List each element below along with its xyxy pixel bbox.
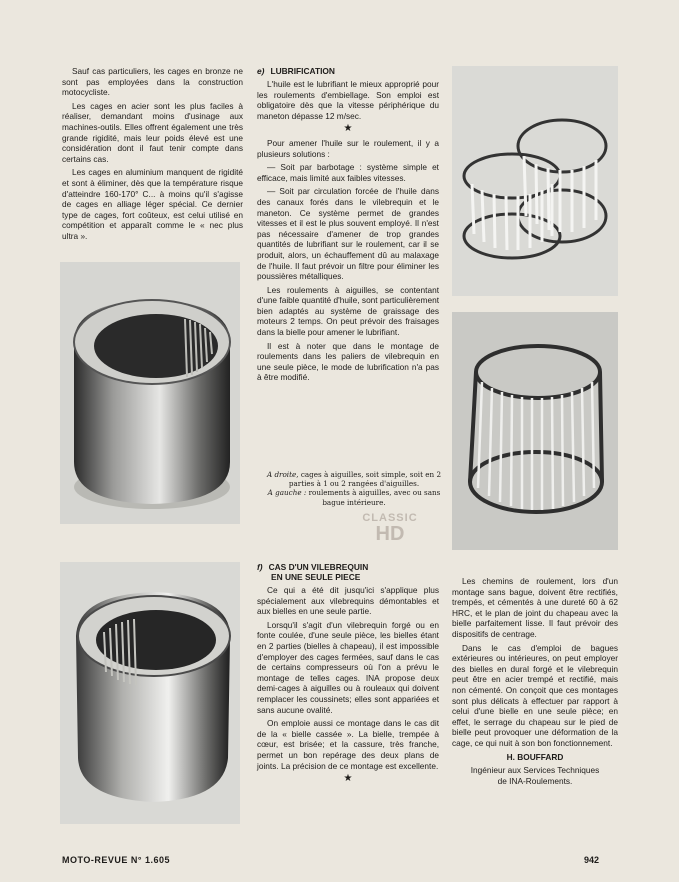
paragraph: Pour amener l'huile sur le roulement, il y a plusieurs solutions : [257,137,439,159]
star-separator: ★ [343,123,353,135]
paragraph: L'huile est le lubrifiant le mieux approprié pour les roulements d'embiellage. Son emploi est obligatoire dès que la vitesse périphérique du maneton dépasse 12 m/sec. [257,79,439,121]
photo-needle-bearing-ring [60,562,240,824]
left-column-text [62,66,243,245]
author-title-line1: Ingénieur aux Services Techniques [470,765,600,776]
page-number: 942 [584,855,600,865]
caption-left-text: roulements à aiguilles, avec ou sans bague intérieure. [308,488,441,507]
paragraph: Ce qui a été dit jusqu'ici s'applique plus spécialement aux vilebrequins démontables et aux bielles en une seule partie. [257,585,439,617]
photo-needle-bearing-outer [60,262,240,524]
caption-right-label: A droite, [266,470,299,479]
paragraph: Les cages en acier sont les plus faciles à réaliser, demandant moins d'usinage aux machines-outils. Elles offrent également une très grande rigidité, mais leur poids élevé est une considération dont il faut tenir compte dans certains cas. [62,100,243,164]
section-e-title: LUBRIFICATION [270,66,335,76]
watermark-line2: HD [375,523,405,545]
paragraph: — Soit par barbotage : système simple et efficace, mais limité aux faibles vitesses. [257,162,439,183]
watermark-logo [355,512,425,544]
right-column-text [452,576,618,789]
section-f-heading [257,562,439,582]
magazine-footer: MOTO-REVUE N° 1.605 [62,855,170,865]
author-title-line2: de INA-Roulements. [497,775,573,786]
paragraph: Il est à noter que dans le montage de roulements dans les paliers de vilebrequin en une seule pièce, le mode de lubrification n'a pas à être modifié. [257,340,439,383]
section-f-vilebrequin [257,562,439,785]
watermark-line1: CLASSIC [362,512,418,524]
section-e-heading [257,66,439,76]
section-e-letter: e) [257,66,265,76]
photo-caption [264,470,444,507]
paragraph: — Soit par circulation forcée de l'huile dans des canaux forés dans le vilebrequin et le maneton. Ce système permet de grandes vitesses et il est le plus souvent employé. Il n'est pas nécessaire d'amener de trop grandes quantités de lubrifiant sur le roulement, car il se produit, alors, un échauffement dû au malaxage de l'huile. Il faut prévoir un filtre pour éliminer les poussières métalliques. [257,186,439,282]
star-separator: ★ [343,773,353,785]
caption-right-text: cages à aiguilles, soit simple, soit en 2 parties à 1 ou 2 rangées d'aiguilles. [288,470,442,489]
caption-left [264,488,444,506]
paragraph: Sauf cas particuliers, les cages en bronze ne sont pas employées dans la construction motocycliste. [62,66,243,98]
section-e-lubrification [257,66,439,386]
caption-right [264,470,444,488]
paragraph: Les chemins de roulement, lors d'un montage sans bague, doivent être rectifiés, trempés, et cémentés à une dureté 60 à 62 HRC, et le plan de joint du chapeau avec la bielle parfaitement lisse. Il faut prévoir des dispositifs de centrage. [452,576,618,639]
author-name: H. BOUFFARD [506,751,564,762]
paragraph: Dans le cas d'emploi de bagues extérieures ou intérieures, on peut employer des bielles en dural forgé et le vilebrequin peut être en acier trempé et rectifié, mais non cémenté. On conçoit que ces montages sont plus délicats à effectuer par rapport à celui d'une bielle en une seule pièce; en effet, le serrage du chapeau sur le pied de bielle peut provoquer une déformation de la cage, ce qui nuit à son bon fonctionnement. [452,642,618,748]
photo-needle-cage-single [452,312,618,550]
photo-needle-cages-stacked [452,66,618,296]
caption-left-label: A gauche : [267,488,307,498]
section-f-letter: f) [257,562,263,572]
section-f-title-line2: EN UNE SEULE PIECE [271,572,361,582]
paragraph: On emploie aussi ce montage dans le cas dit de la « bielle cassée ». La bielle, trempée à cœur, est brisée; et la cassure, très franche, permet un bon repérage des deux plans de joints. La précision de ce montage est excellente. [257,718,439,771]
paragraph: Lorsqu'il s'agit d'un vilebrequin forgé ou en fonte coulée, d'une seule pièce, les bielles étant en 2 parties (bielles à chapeau), il est impossible d'employer des cages fermées, sauf dans le cas de certains compresseurs où l'on a prévu le montage de telles cages. INA propose deux demi-cages à aiguilles ou à rouleaux qui doivent remplacer les coussinets; elles sont appariées et sans aucune ovalité. [257,619,439,715]
paragraph: Les roulements à aiguilles, se contentant d'une faible quantité d'huile, sont particulièrement bien adaptés au système de graissage des moteurs 2 temps. On peut prévoir des fraisages dans la bielle pour amener le lubrifiant. [257,284,439,338]
paragraph: Les cages en aluminium manquent de rigidité et sont à éliminer, dès que la température risque d'atteindre 160-170° C... à moins qu'il s'agisse de cages en alliage léger spécial. Ce dernier type de cages, fort coûteux, est celui utilisé en compétition et apparaît comme le « nec plus ultra ». [62,167,243,241]
section-f-title-line1: CAS D'UN VILEBREQUIN [268,562,369,572]
